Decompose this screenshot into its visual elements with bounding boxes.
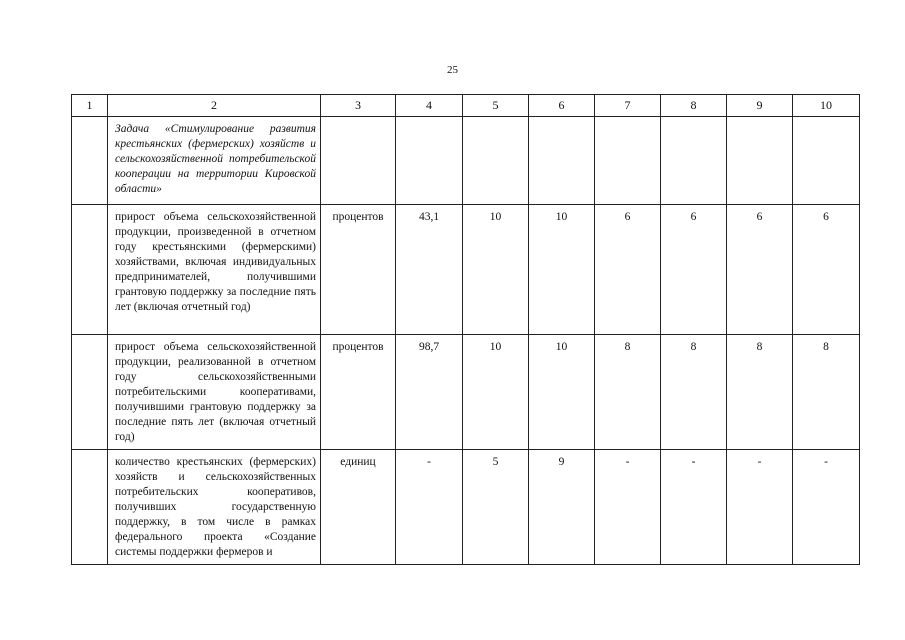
value-cell: 43,1 bbox=[396, 205, 463, 335]
row-num bbox=[72, 335, 108, 450]
task-num-cell bbox=[72, 117, 108, 205]
value-cell: 98,7 bbox=[396, 335, 463, 450]
value-cell: - bbox=[793, 450, 860, 565]
unit-cell: процентов bbox=[321, 335, 396, 450]
table-row bbox=[72, 450, 860, 565]
column-header: 10 bbox=[793, 95, 860, 117]
indicator-description: прирост объема сельскохозяйственной продукции, произведенной в отчетном году крестьянскими (фермерскими) хозяйствами, включая индивидуальных предпринимателей, получившими грантовую поддержку за последние пять лет (включая отчетный год) bbox=[108, 205, 321, 335]
empty-cell bbox=[793, 117, 860, 205]
task-row bbox=[72, 117, 860, 205]
indicators-table bbox=[71, 94, 860, 565]
value-cell: 8 bbox=[727, 335, 793, 450]
value-cell: 6 bbox=[727, 205, 793, 335]
value-cell: 10 bbox=[529, 335, 595, 450]
column-header: 9 bbox=[727, 95, 793, 117]
value-cell: 5 bbox=[463, 450, 529, 565]
column-header: 3 bbox=[321, 95, 396, 117]
column-header: 2 bbox=[108, 95, 321, 117]
empty-cell bbox=[321, 117, 396, 205]
empty-cell bbox=[463, 117, 529, 205]
value-cell: 8 bbox=[595, 335, 661, 450]
unit-cell: единиц bbox=[321, 450, 396, 565]
page-number: 25 bbox=[447, 64, 458, 76]
value-cell: - bbox=[727, 450, 793, 565]
value-cell: 6 bbox=[595, 205, 661, 335]
indicator-description: прирост объема сельскохозяйственной продукции, реализованной в отчетном году сельскохозяйственными потребительскими кооперативами, получившими грантовую поддержку за последние пять лет (включая отчетный год) bbox=[108, 335, 321, 450]
column-header: 7 bbox=[595, 95, 661, 117]
table-row bbox=[72, 335, 860, 450]
value-cell: - bbox=[396, 450, 463, 565]
table-row bbox=[72, 205, 860, 335]
value-cell: 8 bbox=[793, 335, 860, 450]
column-header: 6 bbox=[529, 95, 595, 117]
empty-cell bbox=[661, 117, 727, 205]
value-cell: 9 bbox=[529, 450, 595, 565]
value-cell: 6 bbox=[793, 205, 860, 335]
value-cell: - bbox=[661, 450, 727, 565]
empty-cell bbox=[595, 117, 661, 205]
value-cell: 10 bbox=[529, 205, 595, 335]
column-header: 8 bbox=[661, 95, 727, 117]
row-num bbox=[72, 450, 108, 565]
value-cell: 10 bbox=[463, 205, 529, 335]
empty-cell bbox=[396, 117, 463, 205]
empty-cell bbox=[529, 117, 595, 205]
empty-cell bbox=[727, 117, 793, 205]
column-header: 5 bbox=[463, 95, 529, 117]
task-title: Задача «Стимулирование развития крестьянских (фермерских) хозяйств и сельскохозяйственной потребительской кооперации на территории Кировской области» bbox=[108, 117, 321, 205]
header-row bbox=[72, 95, 860, 117]
value-cell: - bbox=[595, 450, 661, 565]
unit-cell: процентов bbox=[321, 205, 396, 335]
indicator-description: количество крестьянских (фермерских) хозяйств и сельскохозяйственных потребительских кооперативов, получивших государственную поддержку, в том числе в рамках федерального проекта «Создание системы поддержки фермеров и bbox=[108, 450, 321, 565]
value-cell: 8 bbox=[661, 335, 727, 450]
value-cell: 6 bbox=[661, 205, 727, 335]
value-cell: 10 bbox=[463, 335, 529, 450]
row-num bbox=[72, 205, 108, 335]
column-header: 1 bbox=[72, 95, 108, 117]
column-header: 4 bbox=[396, 95, 463, 117]
